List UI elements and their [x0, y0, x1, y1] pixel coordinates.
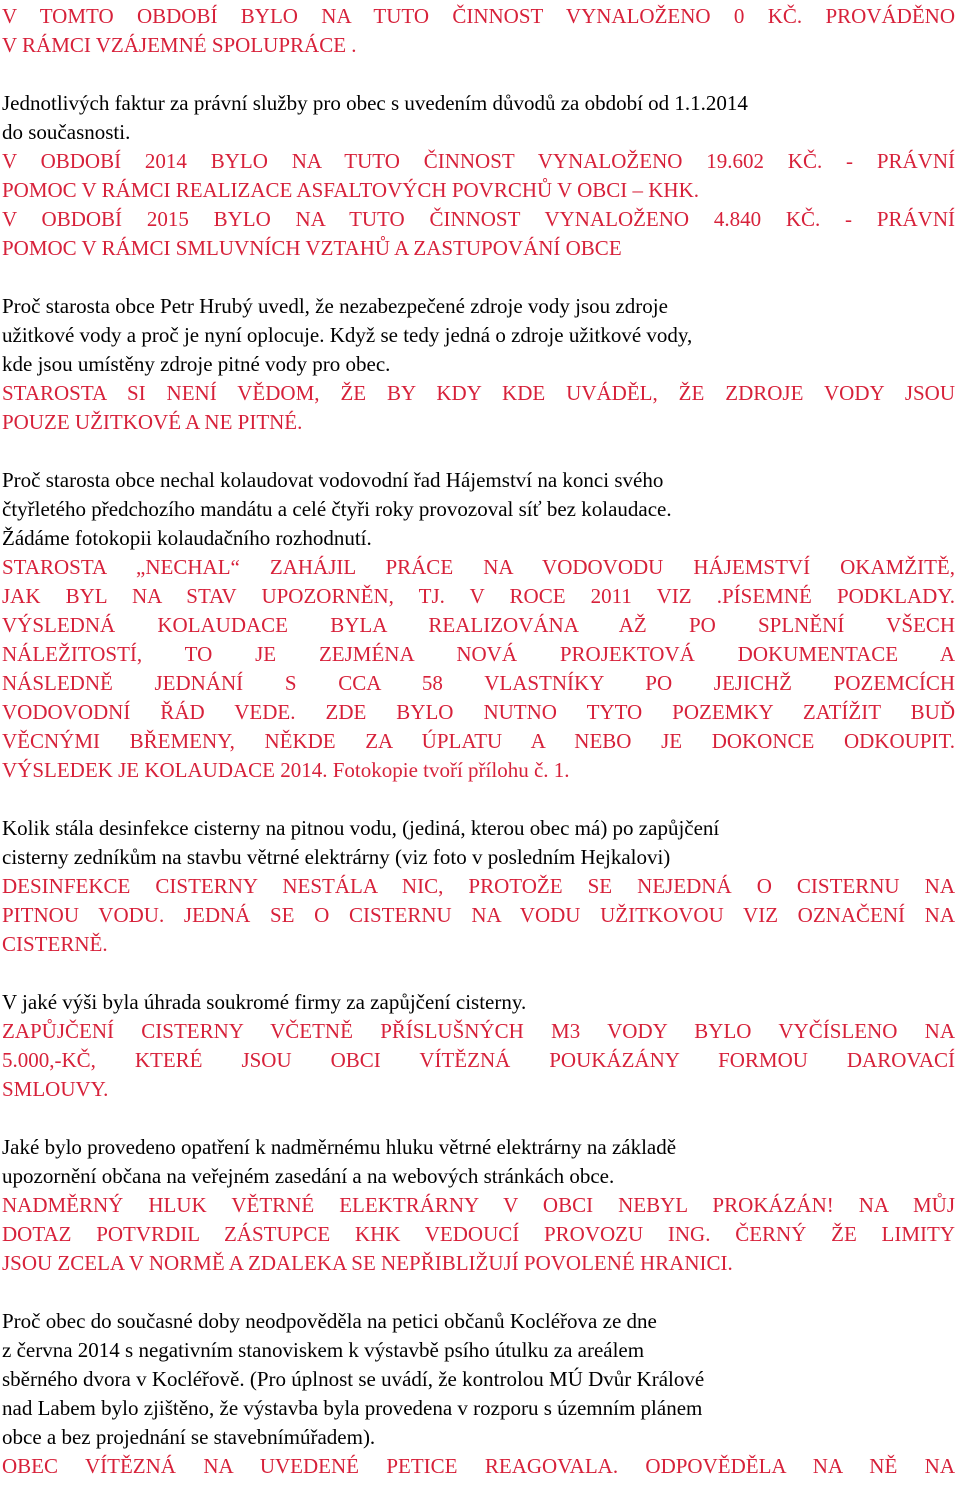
- answer-line: VODOVODNÍ ŘÁD VEDE. ZDE BYLO NUTNO TYTO POZEMKY ZATÍŽIT BUĎ: [2, 700, 955, 724]
- question-line: do současnosti.: [2, 120, 131, 144]
- answer-line: VÝSLEDEK JE KOLAUDACE 2014. Fotokopie tvoří přílohu č. 1.: [2, 758, 570, 782]
- answer-line: JSOU ZCELA V NORMĚ A ZDALEKA SE NEPŘIBLIŽUJÍ POVOLENÉ HRANICI.: [2, 1251, 733, 1275]
- answer-line: 5.000,-KČ, KTERÉ JSOU OBCI VÍTĚZNÁ POUKÁZÁNY FORMOU DAROVACÍ: [2, 1048, 955, 1072]
- answer-line: NÁSLEDNĚ JEDNÁNÍ S CCA 58 VLASTNÍKY PO JEJICHŽ POZEMCÍCH: [2, 671, 955, 695]
- question-line: kde jsou umístěny zdroje pitné vody pro obec.: [2, 352, 391, 376]
- answer-line: VÝSLEDNÁ KOLAUDACE BYLA REALIZOVÁNA AŽ PO SPLNĚNÍ VŠECH: [2, 613, 955, 637]
- answer-line: V RÁMCI VZÁJEMNÉ SPOLUPRÁCE .: [2, 33, 357, 57]
- answer-line: STAROSTA „NECHAL“ ZAHÁJIL PRÁCE NA VODOVODU HÁJEMSTVÍ OKAMŽITĚ,: [2, 555, 955, 579]
- section-water-sources: [2, 292, 955, 437]
- answer-line: NÁLEŽITOSTÍ, TO JE ZEJMÉNA NOVÁ PROJEKTOVÁ DOKUMENTACE A: [2, 642, 955, 666]
- answer-line: ZAPŮJČENÍ CISTERNY VČETNĚ PŘÍSLUŠNÝCH M3 VODY BYLO VYČÍSLENO NA: [2, 1019, 955, 1043]
- answer-line: PITNOU VODU. JEDNÁ SE O CISTERNU NA VODU UŽITKOVOU VIZ OZNAČENÍ NA: [2, 903, 955, 927]
- answer-line: VĚCNÝMI BŘEMENY, NĚKDE ZA ÚPLATU A NEBO JE DOKONCE ODKOUPIT.: [2, 729, 955, 753]
- question-line: Proč starosta obce nechal kolaudovat vodovodní řad Hájemství na konci svého: [2, 468, 664, 492]
- answer-line: CISTERNĚ.: [2, 932, 108, 956]
- section-legal-invoices: [2, 89, 955, 263]
- answer-line: DESINFEKCE CISTERNY NESTÁLA NIC, PROTOŽE SE NEJEDNÁ O CISTERNU NA: [2, 874, 955, 898]
- answer-line: NADMĚRNÝ HLUK VĚTRNÉ ELEKTRÁRNY V OBCI NEBYL PROKÁZÁN! NA MŮJ: [2, 1193, 955, 1217]
- section-wind-turbine-noise: [2, 1133, 955, 1278]
- paragraph-gap: [2, 785, 955, 814]
- answer-line: POMOC V RÁMCI SMLUVNÍCH VZTAHŮ A ZASTUPOVÁNÍ OBCE: [2, 236, 622, 260]
- section-tank-disinfection: [2, 814, 955, 959]
- question-line: Žádáme fotokopii kolaudačního rozhodnutí.: [2, 526, 372, 550]
- paragraph-gap: [2, 1104, 955, 1133]
- section-cost-cooperation: [2, 2, 955, 60]
- paragraph-gap: [2, 437, 955, 466]
- question-line: Jednotlivých faktur za právní služby pro obec s uvedením důvodů za období od 1.1.2014: [2, 91, 748, 115]
- answer-line: V TOMTO OBDOBÍ BYLO NA TUTO ČINNOST VYNALOŽENO 0 KČ. PROVÁDĚNO: [2, 4, 955, 28]
- question-line: čtyřletého předchozího mandátu a celé čtyři roky provozoval síť bez kolaudace.: [2, 497, 672, 521]
- question-line: V jaké výši byla úhrada soukromé firmy za zapůjčení cisterny.: [2, 990, 527, 1014]
- section-petition: [2, 1307, 955, 1481]
- answer-line: POMOC V RÁMCI REALIZACE ASFALTOVÝCH POVRCHŮ V OBCI – KHK.: [2, 178, 700, 202]
- paragraph-gap: [2, 60, 955, 89]
- question-line: sběrného dvora v Kocléřově. (Pro úplnost se uvádí, že kontrolou MÚ Dvůr Králové: [2, 1367, 705, 1391]
- answer-line: SMLOUVY.: [2, 1077, 109, 1101]
- question-line: upozornění občana na veřejném zasedání a na webových stránkách obce.: [2, 1164, 615, 1188]
- question-line: užitkové vody a proč je nyní oplocuje. Když se tedy jedná o zdroje užitkové vody,: [2, 323, 693, 347]
- document-page: [2, 2, 955, 1481]
- paragraph-gap: [2, 263, 955, 292]
- question-line: Proč starosta obce Petr Hrubý uvedl, že nezabezpečené zdroje vody jsou zdroje: [2, 294, 668, 318]
- question-line: cisterny zedníkům na stavbu větrné elektrárny (viz foto v posledním Hejkalovi): [2, 845, 671, 869]
- question-line: obce a bez projednání se stavebnímúřadem).: [2, 1425, 376, 1449]
- question-line: Kolik stála desinfekce cisterny na pitnou vodu, (jediná, kterou obec má) po zapůjčení: [2, 816, 720, 840]
- answer-line: V OBDOBÍ 2014 BYLO NA TUTO ČINNOST VYNALOŽENO 19.602 KČ. - PRÁVNÍ: [2, 149, 955, 173]
- question-line: z června 2014 s negativním stanoviskem k výstavbě psího útulku za areálem: [2, 1338, 645, 1362]
- answer-line: OBEC VÍTĚZNÁ NA UVEDENÉ PETICE REAGOVALA. ODPOVĚDĚLA NA NĚ NA: [2, 1454, 955, 1478]
- question-line: Proč obec do současné doby neodpověděla na petici občanů Kocléřova ze dne: [2, 1309, 657, 1333]
- paragraph-gap: [2, 1278, 955, 1307]
- paragraph-gap: [2, 959, 955, 988]
- section-water-main-approval: [2, 466, 955, 785]
- answer-line: STAROSTA SI NENÍ VĚDOM, ŽE BY KDY KDE UVÁDĚL, ŽE ZDROJE VODY JSOU: [2, 381, 955, 405]
- answer-line: JAK BYL NA STAV UPOZORNĚN, TJ. V ROCE 2011 VIZ .PÍSEMNÉ PODKLADY.: [2, 584, 955, 608]
- answer-line: POUZE UŽITKOVÉ A NE PITNÉ.: [2, 410, 303, 434]
- answer-line: DOTAZ POTVRDIL ZÁSTUPCE KHK VEDOUCÍ PROVOZU ING. ČERNÝ ŽE LIMITY: [2, 1222, 955, 1246]
- answer-line: V OBDOBÍ 2015 BYLO NA TUTO ČINNOST VYNALOŽENO 4.840 KČ. - PRÁVNÍ: [2, 207, 955, 231]
- question-line: nad Labem bylo zjištěno, že výstavba byla provedena v rozporu s územním plánem: [2, 1396, 703, 1420]
- question-line: Jaké bylo provedeno opatření k nadměrnému hluku větrné elektrárny na základě: [2, 1135, 677, 1159]
- section-tank-rental: [2, 988, 955, 1104]
